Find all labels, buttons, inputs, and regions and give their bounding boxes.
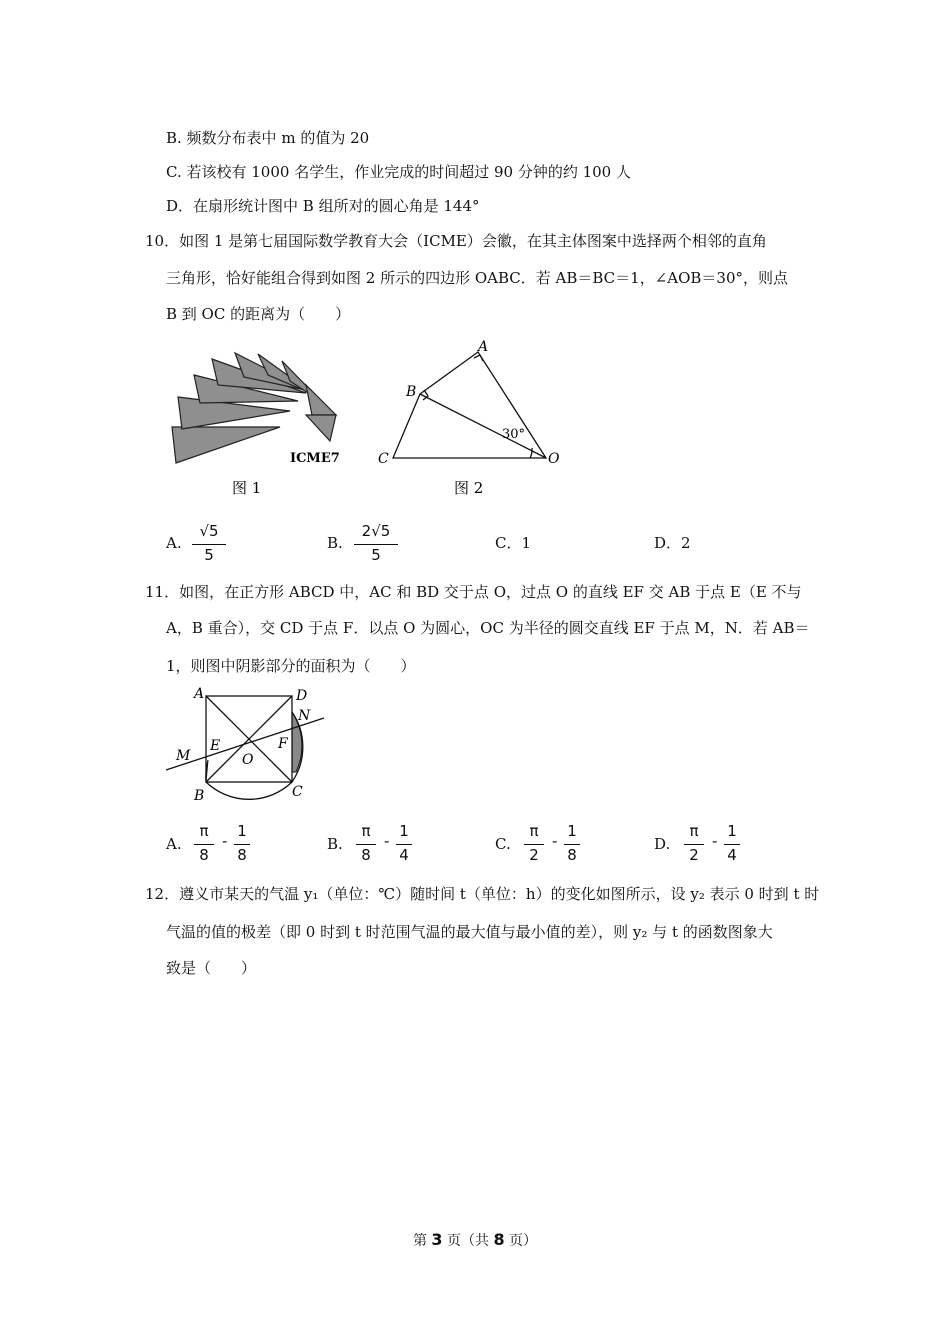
- q11-option-b-frac1: [356, 822, 376, 868]
- q11-option-b-frac2: [396, 822, 412, 868]
- label-c: C: [292, 784, 303, 800]
- fraction-denominator: 2: [689, 846, 699, 864]
- q11-stem-line2: A，B 重合），交 CD 于点 F．以点 O 为圆心，OC 为半径的圆交直线 EF 于点 M，N．若 AB＝: [166, 619, 810, 637]
- angle-label: 30°: [502, 427, 526, 442]
- fraction-denominator: 8: [361, 846, 371, 864]
- minus-sign: -: [222, 832, 228, 850]
- footer-middle: 页（共: [447, 1233, 489, 1249]
- footer-suffix: 页）: [509, 1233, 538, 1249]
- q9-option-b: B. 频数分布表中 m 的值为 20: [166, 129, 370, 147]
- label-b: B: [194, 788, 205, 804]
- q10-figure2-quadrilateral: [370, 335, 570, 505]
- q11-option-a-letter: A.: [166, 835, 182, 853]
- label-d: D: [296, 688, 308, 704]
- fraction-denominator: 8: [199, 846, 209, 864]
- current-page-number: 3: [431, 1230, 443, 1249]
- q11-option-d-frac2: [724, 822, 740, 868]
- q10-option-c: C．1: [495, 534, 532, 552]
- fraction-denominator: 2: [529, 846, 539, 864]
- footer-prefix: 第: [412, 1233, 427, 1249]
- q11-option-d-letter: D.: [654, 835, 671, 853]
- label-n: N: [298, 708, 311, 724]
- minus-sign: -: [712, 832, 718, 850]
- q10-stem-line1: 10．如图 1 是第七届国际数学教育大会（ICME）会徽，在其主体图案中选择两个相邻的直角: [145, 232, 767, 250]
- label-f: F: [278, 736, 288, 752]
- q11-option-d-frac1: [684, 822, 704, 868]
- label-e: E: [210, 738, 221, 754]
- label-m: M: [176, 748, 191, 764]
- fraction-denominator: 8: [237, 846, 247, 864]
- fraction-denominator: 4: [727, 846, 737, 864]
- minus-sign: -: [552, 832, 558, 850]
- label-a: A: [194, 686, 205, 702]
- fraction-numerator: 1: [237, 822, 247, 840]
- label-c: C: [378, 451, 389, 467]
- q10-option-a-letter: A.: [166, 534, 182, 552]
- fraction-numerator: π: [529, 822, 539, 840]
- q9-option-d: D．在扇形统计图中 B 组所对的圆心角是 144°: [166, 197, 480, 215]
- q11-option-c-letter: C.: [495, 835, 511, 853]
- fraction-denominator: 5: [204, 546, 214, 564]
- figure1-caption: 图 1: [232, 479, 262, 497]
- q11-option-a-frac1: [194, 822, 214, 868]
- figure2-caption: 图 2: [454, 479, 484, 497]
- q9-option-c: C. 若该校有 1000 名学生，作业完成的时间超过 90 分钟的约 100 人: [166, 163, 631, 181]
- icme-logo-text: ICME7: [290, 451, 340, 466]
- fraction-numerator: 1: [399, 822, 409, 840]
- q11-stem-line1: 11．如图，在正方形 ABCD 中，AC 和 BD 交于点 O，过点 O 的直线 EF 交 AB 于点 E（E 不与: [145, 583, 802, 601]
- q12-stem-line1: 12．遵义市某天的气温 y₁（单位：℃）随时间 t（单位：h）的变化如图所示，设 y₂ 表示 0 时到 t 时: [145, 885, 820, 903]
- q10-option-b-letter: B.: [327, 534, 343, 552]
- q11-option-c-frac2: [564, 822, 580, 868]
- fraction-denominator: 4: [399, 846, 409, 864]
- label-b: B: [406, 384, 417, 400]
- q10-option-a-fraction: [192, 522, 226, 566]
- q12-stem-line2: 气温的值的极差（即 0 时到 t 时范围气温的最大值与最小值的差），则 y₂ 与 t 的函数图象大: [166, 923, 773, 941]
- q10-stem-line2: 三角形，恰好能组合得到如图 2 所示的四边形 OABC．若 AB＝BC＝1，∠AOB＝30°，则点: [166, 269, 789, 287]
- q10-stem-line3: B 到 OC 的距离为（ ）: [166, 305, 351, 323]
- q11-option-c-frac1: [524, 822, 544, 868]
- q11-stem-line3: 1，则图中阴影部分的面积为（ ）: [166, 657, 416, 675]
- fraction-numerator: √5: [199, 522, 219, 540]
- fraction-numerator: π: [361, 822, 371, 840]
- fraction-denominator: 5: [371, 546, 381, 564]
- label-o: O: [242, 752, 254, 768]
- label-o: O: [548, 451, 560, 467]
- q11-figure-square-circle: [160, 682, 340, 808]
- minus-sign: -: [384, 832, 390, 850]
- q11-option-a-frac2: [234, 822, 250, 868]
- fraction-numerator: 1: [727, 822, 737, 840]
- label-a: A: [478, 339, 489, 355]
- q10-option-b-fraction: [354, 522, 398, 566]
- page-footer: [0, 1230, 950, 1250]
- q12-stem-line3: 致是（ ）: [166, 959, 257, 977]
- fraction-numerator: π: [689, 822, 699, 840]
- fraction-numerator: 1: [567, 822, 577, 840]
- fraction-numerator: 2√5: [361, 522, 391, 540]
- q10-option-d: D．2: [654, 534, 691, 552]
- fraction-denominator: 8: [567, 846, 577, 864]
- q10-figure1-icme-logo: [160, 345, 350, 505]
- total-page-number: 8: [493, 1230, 505, 1249]
- q11-option-b-letter: B.: [327, 835, 343, 853]
- fraction-numerator: π: [199, 822, 209, 840]
